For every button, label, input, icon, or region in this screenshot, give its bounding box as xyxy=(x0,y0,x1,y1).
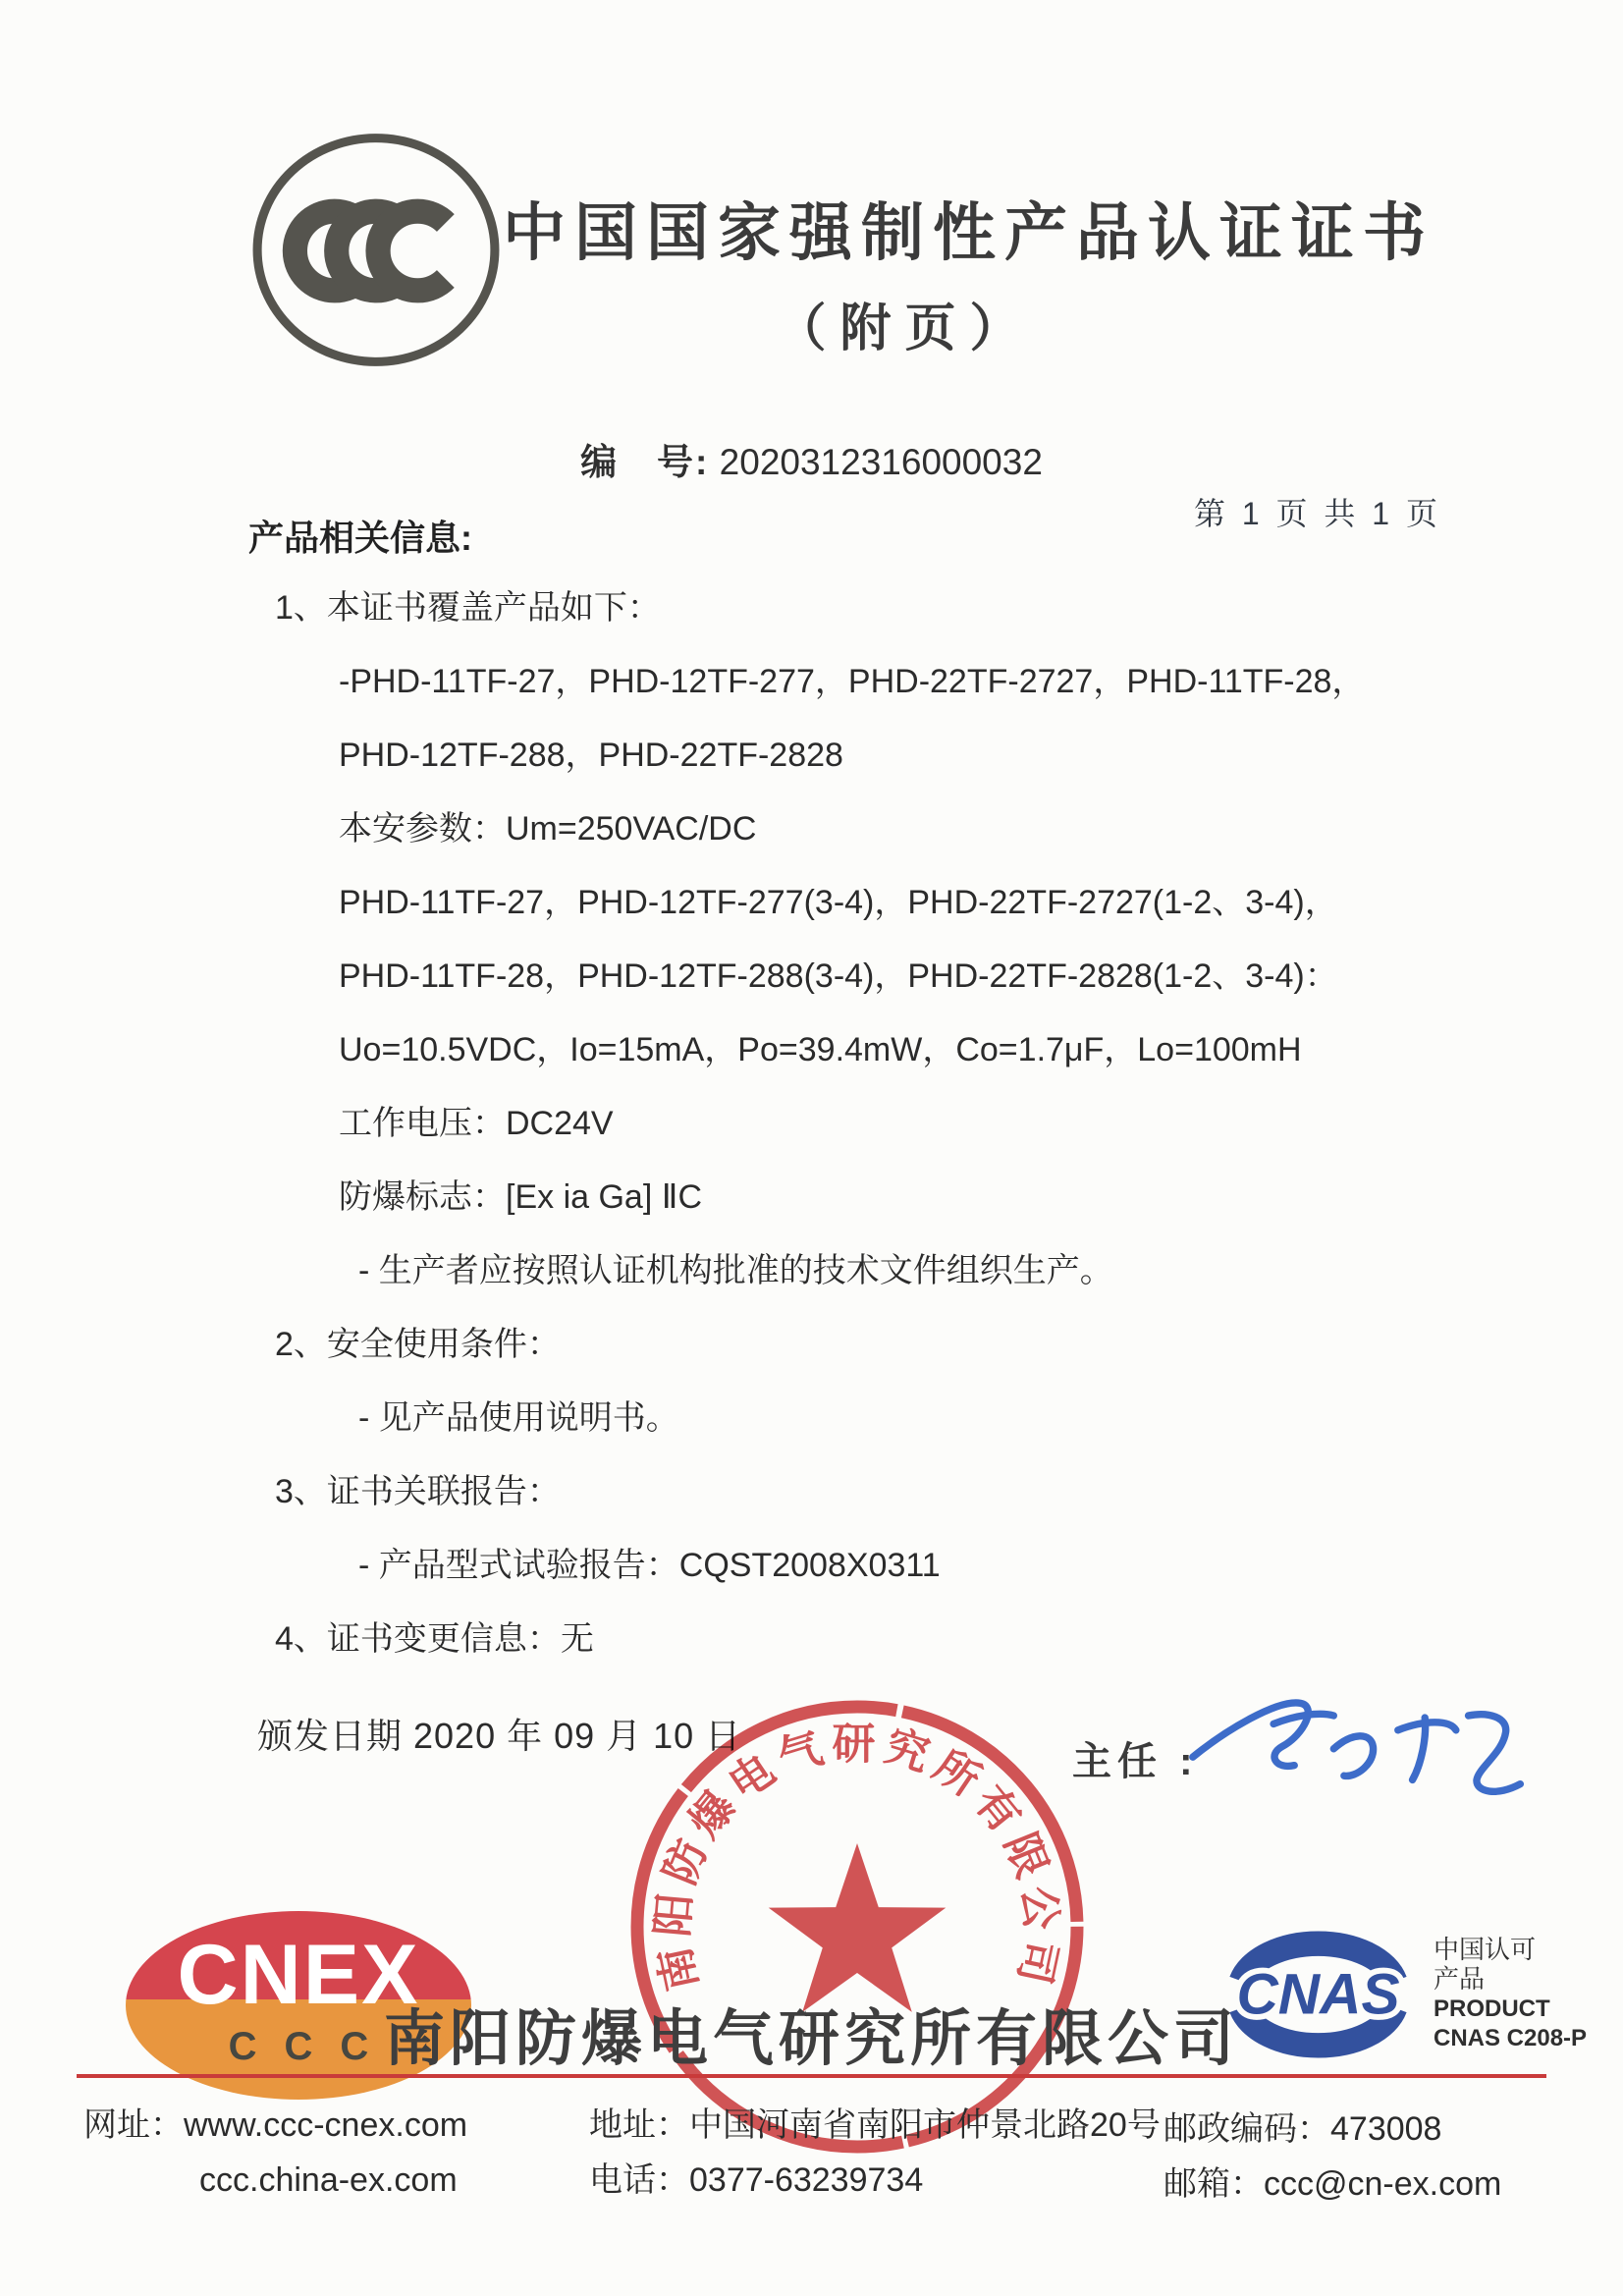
footer-email-row xyxy=(1163,2157,1501,2212)
footer-separator xyxy=(77,2074,1546,2078)
body-line: PHD-12TF-288，PHD-22TF-2828 xyxy=(339,737,843,774)
body-line: PHD-11TF-28，PHD-12TF-288(3-4)，PHD-22TF-2828(1-2、3-4)： xyxy=(339,957,1338,995)
postcode-label: 邮政编码： xyxy=(1163,2110,1330,2148)
address-value: 中国河南省南阳市仲景北路20号 xyxy=(689,2106,1161,2144)
body-line: -PHD-11TF-27，PHD-12TF-277，PHD-22TF-2727，PHD-11TF-28， xyxy=(339,663,1366,700)
company-seal xyxy=(622,1691,1093,2162)
cnas-caption-line3: PRODUCT xyxy=(1434,1995,1550,2022)
body-content xyxy=(275,591,1535,1696)
cnas-logo-icon xyxy=(1213,1916,1424,2073)
website-url-1: www.ccc-cnex.com xyxy=(184,2106,468,2144)
body-line: - 产品型式试验报告：CQST2008X0311 xyxy=(358,1547,941,1584)
director-signature xyxy=(1178,1669,1551,1836)
certificate-number-row xyxy=(0,432,1623,485)
body-line: - 见产品使用说明书。 xyxy=(358,1399,679,1437)
body-line: Uo=10.5VDC，Io=15mA，Po=39.4mW，Co=1.7μF，Lo=100mH xyxy=(339,1031,1302,1068)
website-label: 网址： xyxy=(83,2106,184,2144)
seal-star xyxy=(769,1843,947,2012)
cnas-caption-line4: CNAS C208-P xyxy=(1434,2025,1588,2051)
body-line: PHD-11TF-27，PHD-12TF-277(3-4)，PHD-22TF-2727(1-2、3-4)， xyxy=(339,884,1338,921)
body-line: 2、安全使用条件： xyxy=(275,1326,561,1363)
footer-postcode-row xyxy=(1163,2102,1501,2157)
body-line: 工作电压：DC24V xyxy=(339,1105,614,1142)
body-line: 本安参数：Um=250VAC/DC xyxy=(339,810,757,847)
cnas-caption xyxy=(1434,1936,1587,2053)
cnex-logo-text: CNEX xyxy=(177,1928,420,2022)
director-label: 主任 : xyxy=(1072,1740,1199,1783)
footer-address-row xyxy=(589,2098,1161,2153)
cnas-logo-text: CNAS xyxy=(1236,1962,1400,2027)
body-line: - 生产者应按照认证机构批准的技术文件组织生产。 xyxy=(358,1252,1113,1289)
cnas-logo xyxy=(1213,1911,1623,2078)
page-title: 中国国家强制性产品认证证书 xyxy=(503,197,1434,268)
certificate-number-label: 编 号: xyxy=(580,442,710,482)
body-line: 3、证书关联报告： xyxy=(275,1473,561,1510)
footer-website-column xyxy=(83,2098,467,2208)
body-line: 4、证书变更信息：无 xyxy=(275,1620,594,1658)
footer-website-row2 xyxy=(83,2153,467,2208)
body-line: 1、本证书覆盖产品如下： xyxy=(275,589,661,627)
cnas-caption-line1: 中国认可 xyxy=(1434,1936,1537,1964)
issue-date: 颁发日期 2020 年 09 月 10 日 xyxy=(257,1716,742,1756)
signature-strokes xyxy=(1193,1703,1521,1791)
cnex-ccc-text: CCC xyxy=(228,2025,397,2068)
footer-contact-column xyxy=(1163,2102,1501,2212)
email-value: ccc@cn-ex.com xyxy=(1264,2165,1502,2203)
section-heading: 产品相关信息: xyxy=(248,518,472,558)
seal-text: 南阳防爆电气研究所有限公司 xyxy=(648,1720,1066,1995)
page-subtitle: （附页） xyxy=(775,301,1035,357)
phone-label: 电话： xyxy=(589,2161,689,2199)
page-indicator: 第 1 页 共 1 页 xyxy=(1193,496,1441,531)
email-label: 邮箱： xyxy=(1163,2165,1264,2203)
certificate-number-value: 2020312316000032 xyxy=(719,442,1043,482)
postcode-value: 473008 xyxy=(1330,2110,1442,2148)
body-line: 防爆标志：[Ex ia Ga] ⅡC xyxy=(339,1178,703,1216)
footer-website-row xyxy=(83,2098,467,2153)
website-url-2: ccc.china-ex.com xyxy=(199,2161,458,2199)
footer-address-column xyxy=(589,2098,1161,2208)
phone-value: 0377-63239734 xyxy=(689,2161,924,2199)
address-label: 地址： xyxy=(589,2106,689,2144)
cnas-caption-line2: 产品 xyxy=(1434,1965,1486,1994)
organization-name: 南阳防爆电气研究所有限公司 xyxy=(383,2005,1239,2073)
footer-phone-row xyxy=(589,2153,1161,2208)
